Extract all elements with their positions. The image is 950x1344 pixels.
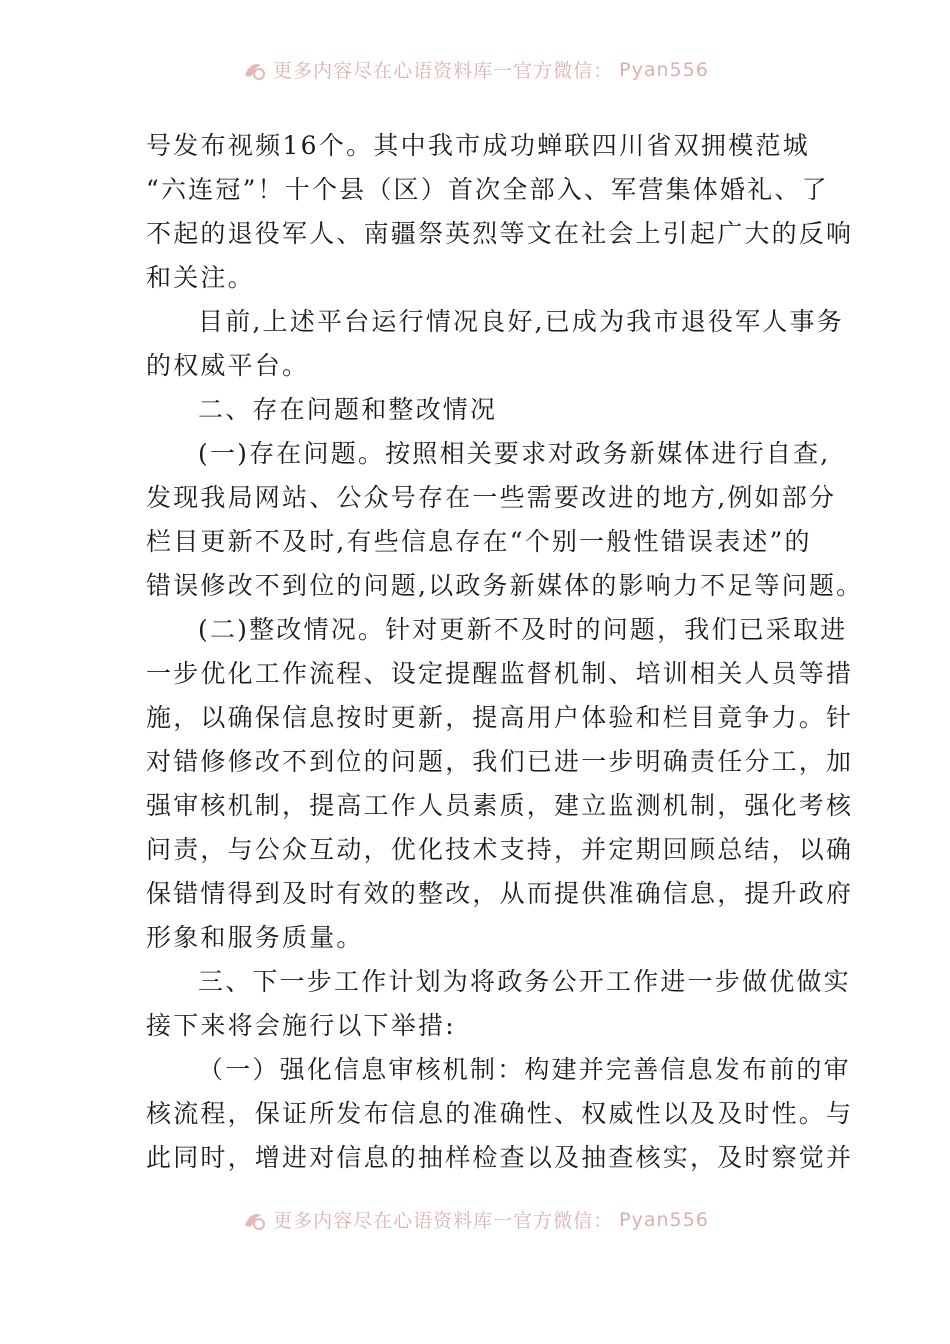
text-line: 栏目更新不及时,有些信息存在“个别一般性错误表述”的 [146, 527, 812, 556]
text-line: 形象和服务质量。 [146, 923, 364, 952]
section-heading: 二、存在问题和整改情况 [198, 395, 498, 424]
section-heading: 三、下一步工作计划为将政务公开工作进一步做优做实 [198, 967, 851, 996]
watermark-id: Pyan556 [619, 1208, 709, 1231]
watermark-logo-icon [241, 1207, 267, 1233]
text-line: 核流程，保证所发布信息的准确性、权威性以及及时性。与 [146, 1099, 854, 1128]
text-line: 的权威平台。 [146, 351, 310, 380]
text-line: 此同时，增进对信息的抽样检查以及抽查核实，及时察觉并 [146, 1143, 854, 1172]
text-line: 发现我局网站、公众号存在一些需要改进的地方,例如部分 [146, 483, 837, 512]
text-line: 号发布视频16个。其中我市成功蝉联四川省双拥模范城 [146, 131, 810, 160]
text-line: “六连冠”！十个县（区）首次全部入、军营集体婚礼、了 [146, 175, 829, 204]
text-line: (一)存在问题。按照相关要求对政务新媒体进行自查, [198, 439, 831, 468]
document-body [146, 124, 864, 1180]
watermark-footer [0, 1206, 950, 1233]
text-line: （一）强化信息审核机制：构建并完善信息发布前的审 [198, 1055, 851, 1084]
watermark-text: 更多内容尽在心语资料库一官方微信： [273, 1210, 614, 1232]
watermark-logo-icon [241, 57, 267, 83]
text-line: 接下来将会施行以下举措: [146, 1011, 456, 1040]
text-line: 强审核机制，提高工作人员素质，建立监测机制，强化考核 [146, 791, 854, 820]
watermark-text: 更多内容尽在心语资料库一官方微信： [273, 60, 614, 82]
text-line: 对错修修改不到位的问题，我们已进一步明确责任分工，加 [146, 747, 854, 776]
watermark-header [0, 56, 950, 83]
text-line: 不起的退役军人、南疆祭英烈等文在社会上引起广大的反响 [146, 219, 854, 248]
text-line: (二)整改情况。针对更新不及时的问题，我们已采取进 [198, 615, 848, 644]
text-line: 目前,上述平台运行情况良好,已成为我市退役军人事务 [198, 307, 844, 336]
text-line: 保错情得到及时有效的整改，从而提供准确信息，提升政府 [146, 879, 854, 908]
text-line: 和关注。 [146, 263, 255, 292]
text-line: 施，以确保信息按时更新，提高用户体验和栏目竟争力。针 [146, 703, 854, 732]
text-line: 错误修改不到位的问题,以政务新媒体的影响力不足等问题。 [146, 571, 864, 600]
watermark-id: Pyan556 [619, 58, 709, 81]
text-line: 一步优化工作流程、设定提醒监督机制、培训相关人员等措 [146, 659, 854, 688]
text-line: 问责，与公众互动，优化技术支持，并定期回顾总结，以确 [146, 835, 854, 864]
